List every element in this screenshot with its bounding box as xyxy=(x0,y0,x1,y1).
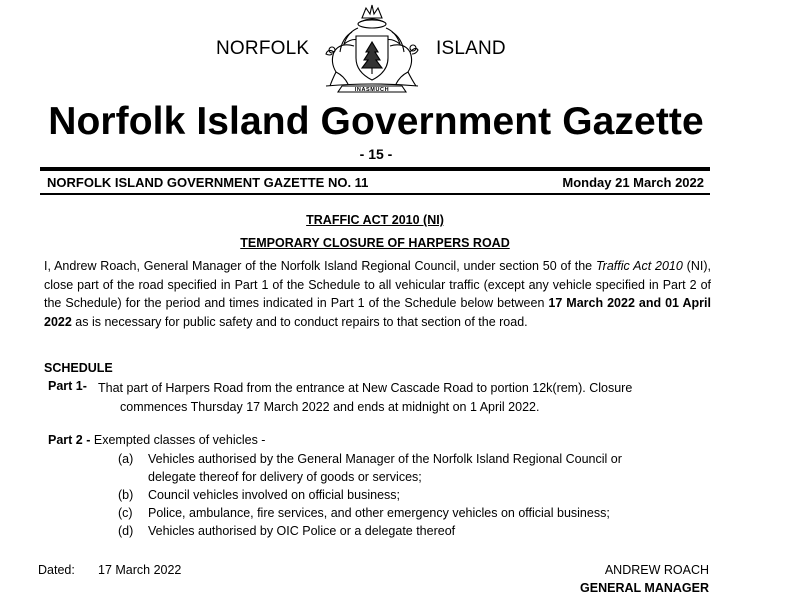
schedule-heading: SCHEDULE xyxy=(44,361,113,375)
signatory-name: ANDREW ROACH xyxy=(604,563,709,577)
body-closure-dates: 17 March 2022 and 01 April 2022 xyxy=(44,296,711,329)
page-number: - 15 - xyxy=(359,146,393,162)
notice-body xyxy=(44,257,711,331)
part1-line-2: commences Thursday 17 March 2022 and ends at midnight on 1 April 2022. xyxy=(120,399,540,414)
list-item: Council vehicles involved on official business; xyxy=(148,488,400,502)
list-item-letter: (b) xyxy=(118,488,134,502)
act-title: TRAFFIC ACT 2010 (NI) xyxy=(306,213,444,227)
body-text-2: (NI), close part of the road specified in Part 1 of the Schedule to all vehicular traffic (except any vehicle specified in Part 2 of the Schedule) for the period and times indicated in Part 1 of the Schedule below between xyxy=(44,259,711,310)
part2-label: Part 2 - xyxy=(48,433,91,447)
signatory-role: GENERAL MANAGER xyxy=(580,581,709,595)
part2-heading xyxy=(48,433,265,447)
gazette-number: NORFOLK ISLAND GOVERNMENT GAZETTE NO. 11 xyxy=(47,175,369,190)
list-item-line: Vehicles authorised by the General Manager of the Norfolk Island Regional Council or xyxy=(148,452,622,466)
masthead-island: ISLAND xyxy=(436,38,506,59)
part2-text: Exempted classes of vehicles - xyxy=(90,433,266,447)
gazette-title: Norfolk Island Government Gazette xyxy=(48,100,704,143)
list-item-letter: (d) xyxy=(118,524,134,538)
body-act-name: Traffic Act 2010 xyxy=(595,259,683,273)
header-rule-top xyxy=(40,167,710,171)
crest-motto: INASMUCH xyxy=(354,87,390,93)
list-item-letter: (a) xyxy=(118,452,134,466)
list-item-line: delegate thereof for delivery of goods or services; xyxy=(148,470,422,484)
coat-of-arms-icon xyxy=(318,2,426,96)
header-rule-bottom xyxy=(40,193,710,195)
list-item: Vehicles authorised by OIC Police or a delegate thereof xyxy=(148,524,456,538)
part1-line-1: That part of Harpers Road from the entrance at New Cascade Road to portion 12k(rem). Closure xyxy=(98,381,633,395)
list-item xyxy=(148,450,708,486)
masthead-norfolk: NORFOLK xyxy=(216,38,310,59)
part1-label: Part 1- xyxy=(48,379,87,393)
body-text-3: as is necessary for public safety and to conduct repairs to that section of the road. xyxy=(71,314,528,329)
dated-label: Dated: xyxy=(38,563,75,577)
dated-value: 17 March 2022 xyxy=(98,563,182,577)
body-text-1: I, Andrew Roach, General Manager of the Norfolk Island Regional Council, under section 50 of the xyxy=(44,259,596,273)
closure-title: TEMPORARY CLOSURE OF HARPERS ROAD xyxy=(240,236,510,250)
list-item-letter: (c) xyxy=(118,506,133,520)
part1-text xyxy=(98,379,698,416)
list-item: Police, ambulance, fire services, and other emergency vehicles on official business; xyxy=(148,506,610,520)
gazette-date: Monday 21 March 2022 xyxy=(562,175,704,190)
